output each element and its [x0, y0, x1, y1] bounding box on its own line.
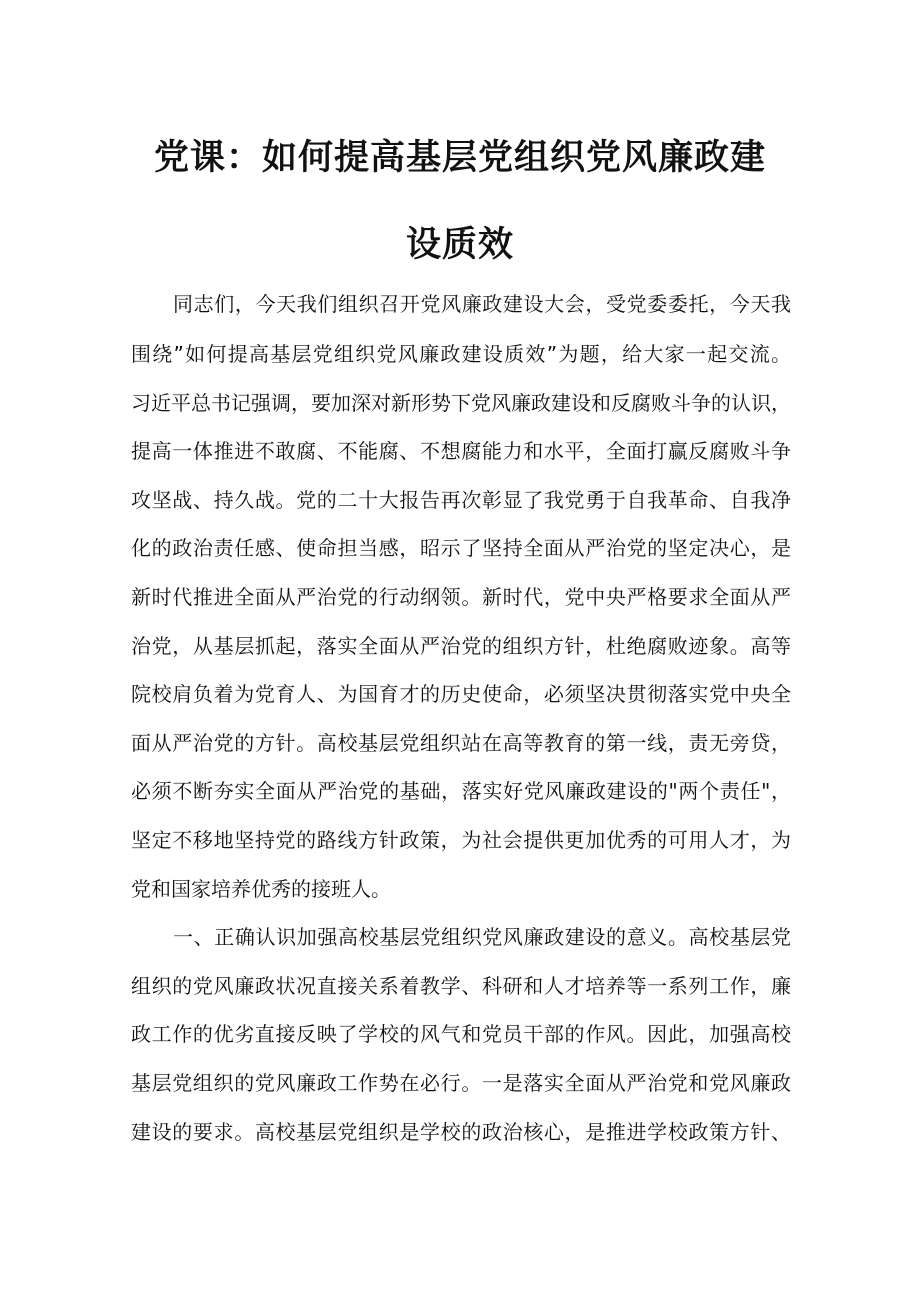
paragraph-1-line: 攻坚战、持久战。党的二十大报告再次彰显了我党勇于自我革命、自我净: [131, 488, 791, 512]
paragraph-2-line: 组织的党风廉政状况直接关系着教学、科研和人才培养等一系列工作，廉: [131, 974, 791, 998]
paragraph-1-line: 习近平总书记强调，要加深对新形势下党风廉政建设和反腐败斗争的认识，: [131, 391, 791, 415]
paragraph-1-line: 提高一体推进不敢腐、不能腐、不想腐能力和水平，全面打赢反腐败斗争: [131, 439, 791, 463]
paragraph-1-line: 必须不断夯实全面从严治党的基础，落实好党风廉政建设的"两个责任"，: [131, 779, 791, 803]
paragraph-2-line: 建设的要求。高校基层党组织是学校的政治核心，是推进学校政策方针、: [131, 1120, 791, 1144]
paragraph-1-line: 同志们，今天我们组织召开党风廉政建设大会，受党委委托，今天我: [173, 292, 791, 316]
document-title-line-1: 党课：如何提高基层党组织党风廉政建: [153, 138, 766, 178]
paragraph-1-line: 党和国家培养优秀的接班人。: [131, 877, 391, 901]
paragraph-1-line: 坚定不移地坚持党的路线方针政策，为社会提供更加优秀的可用人才，为: [131, 828, 791, 852]
paragraph-1-line: 院校肩负着为党育人、为国育才的历史使命，必须坚决贯彻落实党中央全: [131, 682, 791, 706]
paragraph-1-line: 治党，从基层抓起，落实全面从严治党的组织方针，杜绝腐败迹象。高等: [131, 634, 791, 658]
paragraph-1-line: 面从严治党的方针。高校基层党组织站在高等教育的第一线，责无旁贷，: [131, 731, 791, 755]
paragraph-1-line: 化的政治责任感、使命担当感，昭示了坚持全面从严治党的坚定决心，是: [131, 536, 791, 560]
paragraph-2-line: 基层党组织的党风廉政工作势在必行。一是落实全面从严治党和党风廉政: [131, 1071, 791, 1095]
paragraph-1-line: 新时代推进全面从严治党的行动纲领。新时代，党中央严格要求全面从严: [131, 585, 791, 609]
paragraph-1-line: 围绕”如何提高基层党组织党风廉政建设质效”为题，给大家一起交流。: [131, 342, 791, 366]
document-title-line-2: 设质效: [405, 225, 514, 265]
paragraph-2-line: 一、正确认识加强高校基层党组织党风廉政建设的意义。高校基层党: [173, 925, 791, 949]
paragraph-2-line: 政工作的优劣直接反映了学校的风气和党员干部的作风。因此，加强高校: [131, 1022, 791, 1046]
